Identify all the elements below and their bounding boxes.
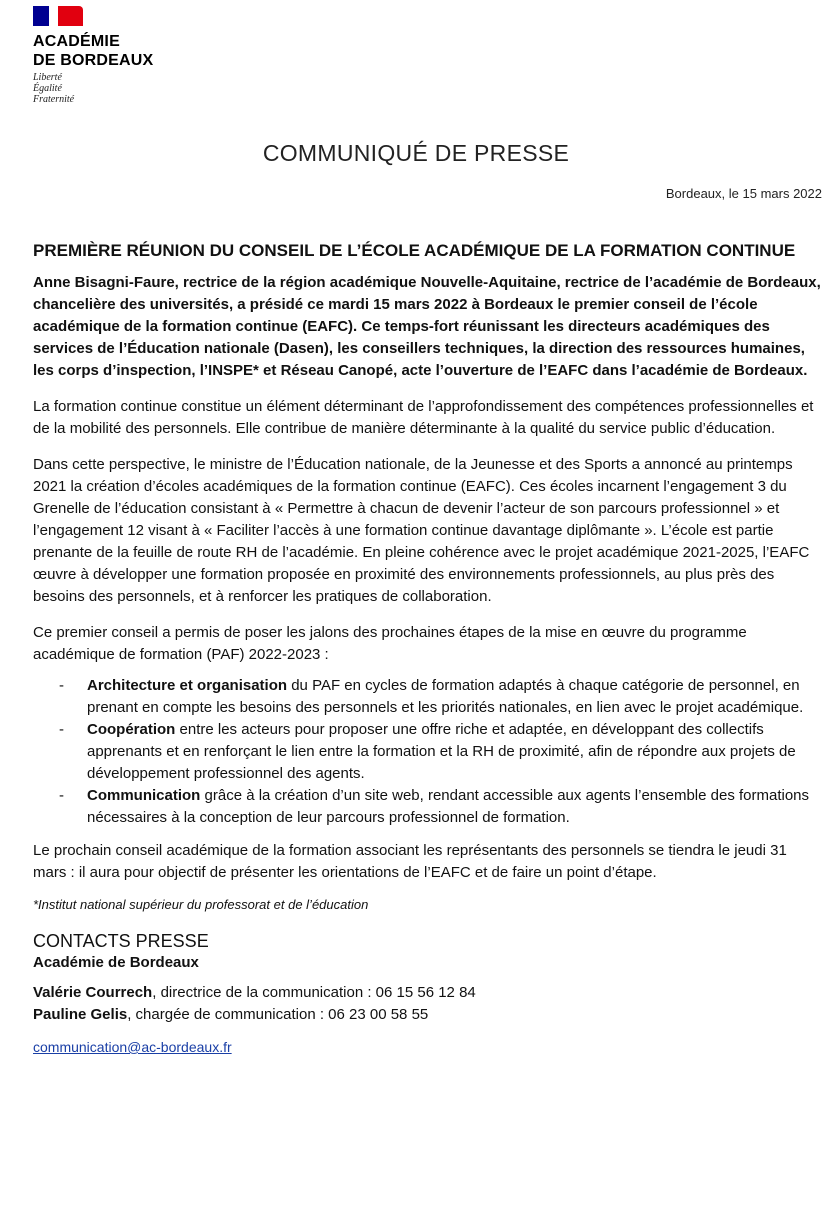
page-title: COMMUNIQUÉ DE PRESSE bbox=[262, 140, 570, 166]
french-flag-icon bbox=[33, 6, 83, 26]
press-date: Bordeaux, le 15 mars 2022 bbox=[665, 186, 822, 201]
bullet-bold: Architecture et organisation bbox=[87, 677, 288, 694]
paragraph-2: Dans cette perspective, le ministre de l’Éducation nationale, de la Jeunesse et des Sports a annoncé au printemps 2021 la création d’écoles académiques de la formation continue (EAFC). Ces écoles incarnent l’engagement 3 du Grenelle de l’éducation consistant à « Permettre à chacun de devenir l’acteur de son parcours professionnel » et l’engagement 12 visant à « Faciliter l’accès à une formation continue davantage diplômante ». L’école est partie prenante de la feuille de route RH de l’académie. En pleine cohérence avec le projet académique 2021-2025, l’EAFC œuvre à développer une formation proposée en proximité des environnements professionnels, au plus près des besoins des personnels, et à renforcer les pratiques de collaboration. bbox=[33, 456, 810, 605]
paragraph-3: Ce premier conseil a permis de poser les jalons des prochaines étapes de la mise en œuvre du programme académique de formation (PAF) 2022-2023 : bbox=[33, 624, 747, 663]
institution-name bbox=[33, 32, 153, 70]
motto-fraternite: Fraternité bbox=[33, 94, 75, 105]
lead-paragraph: Anne Bisagni-Faure, rectrice de la région académique Nouvelle-Aquitaine, rectrice de l’académie de Bordeaux, chancelière des universités, a présidé ce mardi 15 mars 2022 à Bordeaux le premier conseil de l’école académique de la formation continue (EAFC). Ce temps-fort réunissant les directeurs académiques des services de l’Éducation nationale (Dasen), les conseillers techniques, la direction des ressources humaines, les corps d’inspection, l’INSPE* et Réseau Canopé, acte l’ouverture de l’EAFC dans l’académie de Bordeaux. bbox=[33, 274, 821, 379]
footnote: *Institut national supérieur du professorat et de l’éducation bbox=[33, 897, 369, 912]
bullet-dash: - bbox=[59, 721, 64, 738]
bullet-list bbox=[33, 675, 823, 829]
list-item bbox=[33, 719, 823, 785]
contact-line bbox=[33, 982, 823, 1004]
contact-name: Pauline Gelis bbox=[33, 1006, 128, 1023]
bullet-bold: Communication bbox=[87, 787, 201, 804]
contact-role: , chargée de communication : 06 23 00 58 55 bbox=[127, 1006, 429, 1023]
press-release-body bbox=[33, 238, 823, 1059]
bullet-bold: Coopération bbox=[87, 721, 176, 738]
contacts-organization: Académie de Bordeaux bbox=[33, 954, 199, 971]
bullet-dash: - bbox=[59, 787, 64, 804]
email-link[interactable]: communication@ac-bordeaux.fr bbox=[33, 1039, 232, 1055]
bullet-dash: - bbox=[59, 677, 64, 694]
motto-liberte: Liberté bbox=[33, 72, 62, 83]
paragraph-1: La formation continue constitue un élément déterminant de l’approfondissement des compétences professionnelles et de la mobilité des personnels. Elle contribue de manière déterminante à la qualité du service public d’éducation. bbox=[33, 398, 814, 437]
institution-line2: DE BORDEAUX bbox=[33, 52, 154, 69]
republic-motto bbox=[33, 72, 153, 105]
closing-paragraph: Le prochain conseil académique de la formation associant les représentants des personnels se tiendra le jeudi 31 mars : il aura pour objectif de présenter les orientations de l’EAFC et de faire un point d’étape. bbox=[33, 842, 787, 881]
academie-logo bbox=[33, 6, 153, 105]
motto-egalite: Égalité bbox=[33, 83, 62, 94]
bullet-text: du PAF en cycles de formation adaptés à chaque catégorie de personnel, en prenant en compte les besoins des personnels et les priorités nationales, en lien avec le projet académique. bbox=[87, 677, 804, 716]
list-item bbox=[33, 785, 823, 829]
contact-name: Valérie Courrech bbox=[33, 984, 153, 1001]
institution-line1: ACADÉMIE bbox=[33, 33, 120, 50]
bullet-text: entre les acteurs pour proposer une offre riche et adaptée, en développant des collectifs apprenants et en renforçant le lien entre la formation et la RH de proximité, afin de répondre aux projets de développement professionnel des agents. bbox=[87, 721, 796, 782]
contacts-title: CONTACTS PRESSE bbox=[33, 931, 209, 951]
headline: PREMIÈRE RÉUNION DU CONSEIL DE L’ÉCOLE ACADÉMIQUE DE LA FORMATION CONTINUE bbox=[33, 241, 796, 260]
list-item bbox=[33, 675, 823, 719]
contact-line bbox=[33, 1004, 823, 1026]
bullet-text: grâce à la création d’un site web, rendant accessible aux agents l’ensemble des formations nécessaires à la conception de leur parcours professionnel de formation. bbox=[87, 787, 810, 826]
contact-role: , directrice de la communication : 06 15 56 12 84 bbox=[152, 984, 476, 1001]
